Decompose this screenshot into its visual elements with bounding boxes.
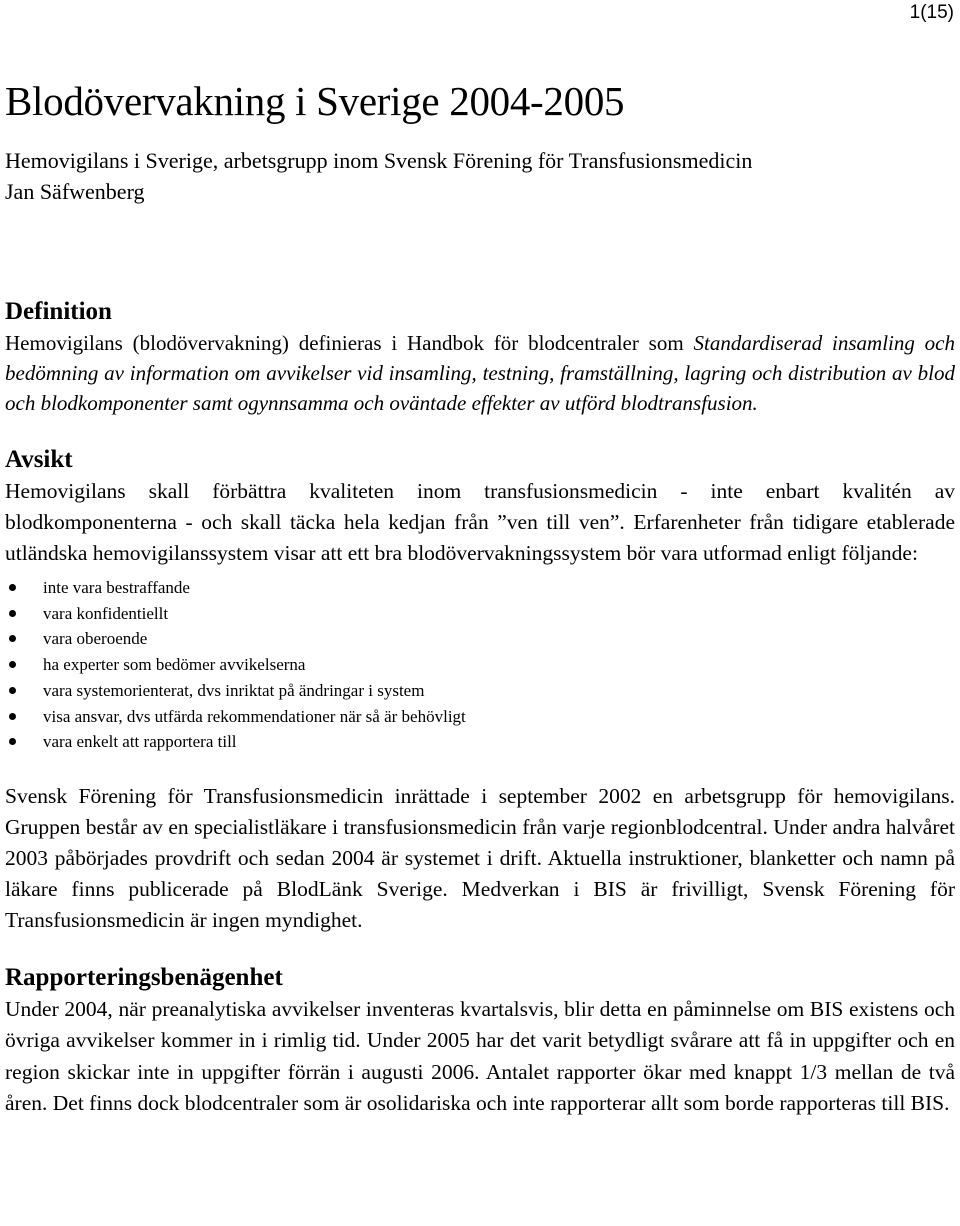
list-item: vara konfidentiellt	[5, 601, 955, 627]
document-title: Blodövervakning i Sverige 2004-2005	[5, 78, 625, 124]
definition-lead: Hemovigilans (blodövervakning) definieras i Handbok för blodcentraler som	[5, 331, 694, 355]
bullet-icon	[9, 687, 16, 694]
definition-section	[5, 296, 955, 418]
rapportering-paragraph: Under 2004, när preanalytiska avvikelser inventeras kvartalsvis, blir detta en påminnelse om BIS existens och övriga avvikelser kommer in i rimlig tid. Under 2005 har det varit betydligt svårare att få in uppgifter och en region skickar inte in uppgifter förrän i augusti 2006. Antalet rapporter ökar med knappt 1/3 mellan de två åren. Det finns dock blodcentraler som är osolidariska och inte rapporterar allt som borde rapporteras till BIS.	[5, 996, 955, 1116]
bullet-icon	[9, 661, 16, 668]
list-item: vara enkelt att rapportera till	[5, 729, 955, 755]
list-item: vara systemorienterat, dvs inriktat på ändringar i system	[5, 678, 955, 704]
rapportering-section	[5, 962, 955, 1120]
bullet-icon	[9, 635, 16, 642]
bullet-icon	[9, 713, 16, 720]
svensk-paragraph: Svensk Förening för Transfusionsmedicin inrättade i september 2002 en arbetsgrupp för hemovigilans. Gruppen består av en specialistläkare i transfusionsmedicin från varje regionblodcentral. Under andra halvåret 2003 påbörjades provdrift och sedan 2004 är systemet i drift. Aktuella instruktioner, blanketter och namn på läkare finns publicerade på BlodLänk Sverige. Medverkan i BIS är frivilligt, Svensk Förening för Transfusionsmedicin är ingen myndighet.	[5, 783, 955, 932]
definition-italic: Standardiserad insamling och bedömning av information om avvikelser vid insamling, testning, framställning, lagring och distribution av blod och blodkomponenter samt ogynnsamma och oväntade effekter av utförd blodtransfusion.	[5, 331, 955, 415]
bullet-icon	[9, 584, 16, 591]
list-item: vara oberoende	[5, 626, 955, 652]
avsikt-paragraph: Hemovigilans skall förbättra kvaliteten inom transfusionsmedicin - inte enbart kvalitén av blodkomponenterna - och skall täcka hela kedjan från ”ven till ven”. Erfarenheter från tidigare etablerade utländska hemovigilanssystem visar att ett bra blodövervakningssystem bör vara utformad enligt följande:	[5, 479, 955, 565]
avsikt-heading: Avsikt	[5, 446, 73, 473]
list-item: visa ansvar, dvs utfärda rekommendationer när så är behövligt	[5, 704, 955, 730]
avsikt-section	[5, 444, 955, 755]
bullet-icon	[9, 738, 16, 745]
bullet-icon	[9, 610, 16, 617]
page-number: 1(15)	[909, 2, 954, 23]
subtitle-block	[5, 145, 955, 207]
definition-heading: Definition	[5, 298, 112, 325]
definition-text	[5, 328, 955, 418]
subtitle-line: Hemovigilans i Sverige, arbetsgrupp inom Svensk Förening för Transfusionsmedicin	[5, 148, 753, 173]
criteria-list	[5, 575, 955, 755]
list-item: inte vara bestraffande	[5, 575, 955, 601]
author-line: Jan Säfwenberg	[5, 179, 145, 204]
document-body	[5, 75, 955, 1120]
list-item: ha experter som bedömer avvikelserna	[5, 652, 955, 678]
rapportering-heading: Rapporteringsbenägenhet	[5, 963, 283, 991]
